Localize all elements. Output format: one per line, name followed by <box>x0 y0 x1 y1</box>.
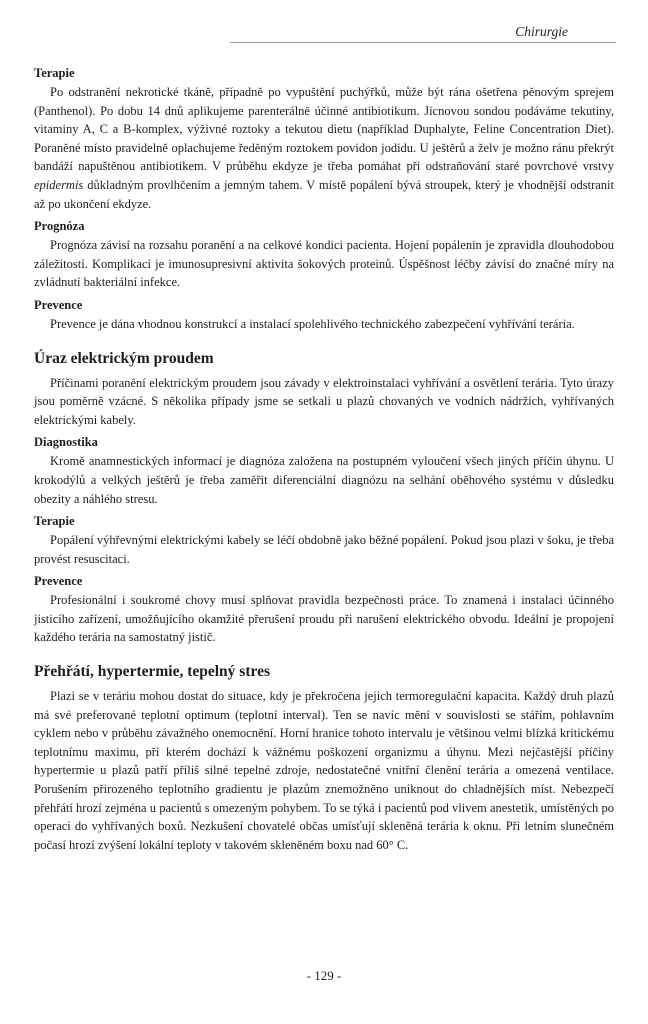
paragraph: Kromě anamnestických informací je diagnóza založena na postupném vyloučení všech jiných příčin úhynu. U krokodýlů a velkých ještěrů je třeba zaměřit diferenciální diagnózu na selhání oběhového systému v důsledku obezity a náhlého stresu. <box>34 454 614 506</box>
section-heading: Úraz elektrickým proudem <box>34 349 214 367</box>
section-electric-injury <box>34 348 614 430</box>
page-number: - 129 - <box>306 968 342 983</box>
section-heading: Přehřátí, hypertermie, tepelný stres <box>34 663 271 681</box>
section-prognoza <box>34 217 614 292</box>
running-head-title: Chirurgie <box>515 24 568 39</box>
subheading: Terapie <box>34 514 75 529</box>
section-diagnostika <box>34 433 614 508</box>
latin-term: epidermis <box>34 177 84 192</box>
paragraph: Prevence je dána vhodnou konstrukcí a instalací spolehlivého technického zabezpečení vyhřívání terária. <box>50 316 575 331</box>
paragraph: Příčinami poranění elektrickým proudem jsou závady v elektroinstalaci vyhřívání a osvětlení terária. Tyto úrazy jsou poměrně vzácné. S několika případy jsme se setkali u plazů chovaných ve vodních nádržích, vyhřívaných elektrickými kabely. <box>34 375 614 427</box>
running-head <box>230 20 616 43</box>
section-prevence-burns <box>34 296 614 334</box>
subheading: Prognóza <box>34 219 85 234</box>
subheading: Terapie <box>34 66 75 80</box>
paragraph: Po odstranění nekrotické tkáně, případně po vypuštění puchýřků, může být rána ošetřena pěnovým sprejem (Panthenol). Po dobu 14 dnů aplikujeme parenterálně účinné antibiotikum. Jícnovou sondou podáváme tekutiny, vitaminy A, C a B-komplex, výživné roztoky a tekutou dietu (například Duphalyte, Feline Concentration Diet). Poraněné místo pravidelně oplachujeme ředěným roztokem povidon jodidu. U ještěrů a želv je možno ránu překrýt bandáží napuštěnou antibiotikem. V průběhu ekdyze je třeba pomáhat při odstraňování staré povrchové vrstvy epidermis důkladným provlhčením a jemným tahem. V místě popálení bývá stroupek, který je vhodnější odstranit až po ukončení ekdyze. <box>34 85 614 211</box>
paragraph: Plazi se v teráriu mohou dostat do situace, kdy je překročena jejich termoregulační kapacita. Každý druh plazů má své preferované teplotní optimum (teplotní interval). Ten se navíc mění v souvislosti se stářím, pohlavním cyklem nebo v průběhu závažného onemocnění. Horní hranice tohoto intervalu je většinou velmi blízká kritickému teplotnímu maximu, při kterém dochází k vážnému poškození organizmu a úhynu. Mezi nejčastější příčiny hypertermie u plazů patří příliš silné tepelné zdroje, nedostatečné vnitřní členění terária a omezená ventilace. Porušením přirozeného teplotního gradientu je plazům znemožněno uniknout do chladnějších míst. Nebezpečí přehřátí hrozí zejména u pacientů s omezeným pohybem. To se týká i pacientů pod vlivem anestetik, umístěných po operaci do vyhřívaných boxů. Nezkušení chovatelé občas umísťují skleněná terária k oknu. Při letním slunečném počasí hrozí zvýšení lokální teploty v takovém skleněném boxu nad 60° C. <box>34 689 614 852</box>
section-prevence-electric <box>34 572 614 647</box>
paragraph: Prognóza závisí na rozsahu poranění a na celkové kondici pacienta. Hojení popálenin je zpravidla dlouhodobou záležitostí. Komplikací je imunosupresivní aktivita šokových proteinů. Úspěšnost léčby závisí do značné míry na zvládnutí bakteriální infekce. <box>34 238 614 290</box>
paragraph: Popálení výhřevnými elektrickými kabely se léčí obdobně jako běžné popálení. Pokud jsou plazi v šoku, je třeba provést resuscitaci. <box>34 533 614 566</box>
subheading: Diagnostika <box>34 435 98 450</box>
paragraph: Profesionální i soukromé chovy musí splňovat pravidla bezpečnosti práce. To znamená i instalaci účinného jisticího zařízení, umožňujícího okamžité přerušení proudu při narušení elektrického obvodu. Ideální je propojení každého terária na samostatný jistič. <box>34 593 614 645</box>
subheading: Prevence <box>34 574 83 589</box>
section-hyperthermia <box>34 661 614 854</box>
section-terapie-electric <box>34 512 614 568</box>
page-body <box>34 64 614 858</box>
section-terapie-burns <box>34 64 614 213</box>
subheading: Prevence <box>34 297 83 312</box>
